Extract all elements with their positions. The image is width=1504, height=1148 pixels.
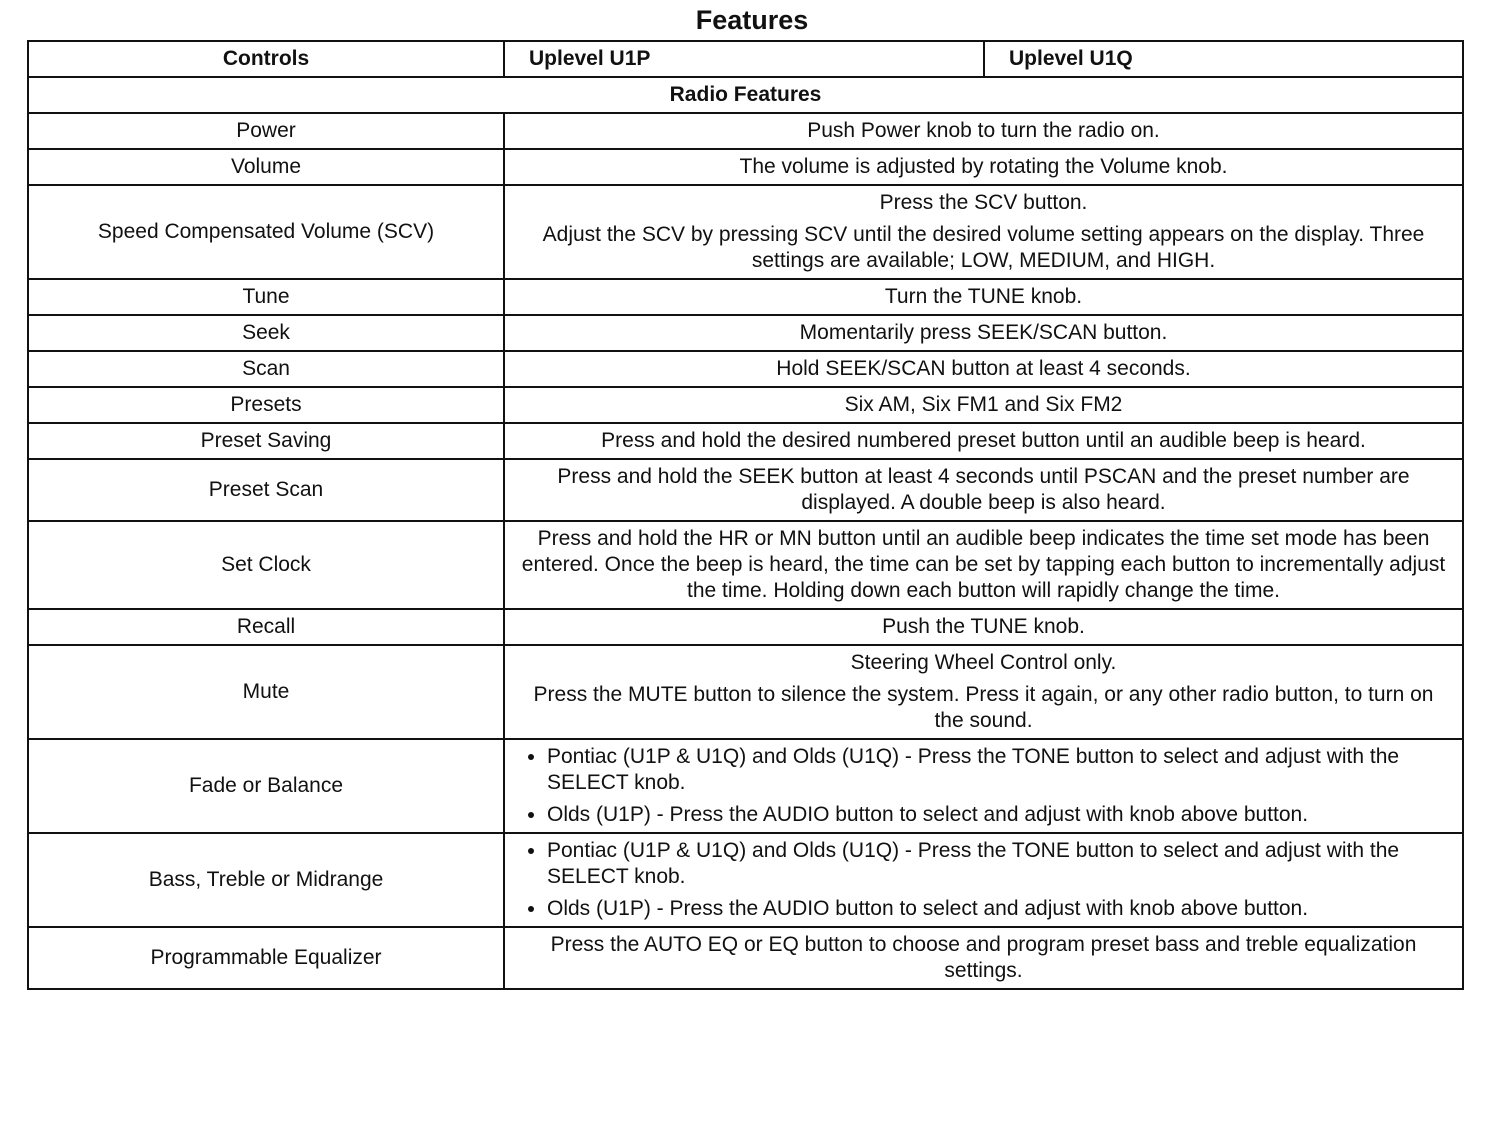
bullet-item: • Pontiac (U1P & U1Q) and Olds (U1Q) - Press the TONE button to select and adjust with the SELECT knob. bbox=[547, 744, 1450, 796]
description-paragraph: Press and hold the HR or MN button until an audible beep indicates the time set mode has been entered. Once the beep is heard, the time can be set by tapping each button to incrementally adjust the time. Holding down each button will rapidly change the time. bbox=[521, 527, 1446, 602]
control-description bbox=[504, 351, 1463, 387]
control-name: Preset Saving bbox=[28, 423, 504, 459]
control-description bbox=[504, 279, 1463, 315]
description-paragraph: Turn the TUNE knob. bbox=[884, 285, 1083, 308]
header-row bbox=[28, 41, 1463, 77]
header-uplevel-u1p: Uplevel U1P bbox=[504, 41, 984, 77]
table-row bbox=[28, 609, 1463, 645]
control-name: Recall bbox=[28, 609, 504, 645]
table-row bbox=[28, 149, 1463, 185]
features-table bbox=[27, 40, 1464, 990]
control-description bbox=[504, 833, 1463, 927]
bullet-item: • Pontiac (U1P & U1Q) and Olds (U1Q) - Press the TONE button to select and adjust with the SELECT knob. bbox=[547, 838, 1450, 890]
description-paragraph: Adjust the SCV by pressing SCV until the desired volume setting appears on the display. Three settings are available; LOW, MEDIUM, and HIGH. bbox=[542, 223, 1425, 272]
control-name: Speed Compensated Volume (SCV) bbox=[28, 185, 504, 279]
control-name: Presets bbox=[28, 387, 504, 423]
table-row bbox=[28, 645, 1463, 739]
control-name: Volume bbox=[28, 149, 504, 185]
section-radio-features: Radio Features bbox=[28, 77, 1463, 113]
description-paragraph: Press and hold the SEEK button at least 4 seconds until PSCAN and the preset number are displayed. A double beep is also heard. bbox=[557, 465, 1410, 514]
control-description bbox=[504, 521, 1463, 609]
section-row bbox=[28, 77, 1463, 113]
bullet-list bbox=[517, 838, 1450, 922]
description-paragraph: Momentarily press SEEK/SCAN button. bbox=[799, 321, 1168, 344]
description-paragraph: The volume is adjusted by rotating the Volume knob. bbox=[739, 155, 1228, 178]
control-name: Programmable Equalizer bbox=[28, 927, 504, 989]
control-name: Fade or Balance bbox=[28, 739, 504, 833]
control-description bbox=[504, 609, 1463, 645]
table-row bbox=[28, 423, 1463, 459]
control-description bbox=[504, 927, 1463, 989]
page-title: Features bbox=[695, 5, 809, 35]
table-row bbox=[28, 387, 1463, 423]
description-paragraph: Press the SCV button. bbox=[879, 191, 1088, 214]
control-description bbox=[504, 739, 1463, 833]
control-description bbox=[504, 113, 1463, 149]
control-name: Tune bbox=[28, 279, 504, 315]
control-name: Bass, Treble or Midrange bbox=[28, 833, 504, 927]
table-row bbox=[28, 113, 1463, 149]
control-description bbox=[504, 315, 1463, 351]
control-name: Set Clock bbox=[28, 521, 504, 609]
control-name: Power bbox=[28, 113, 504, 149]
header-uplevel-u1q: Uplevel U1Q bbox=[984, 41, 1463, 77]
description-paragraph: Press the MUTE button to silence the system. Press it again, or any other radio button, to turn on the sound. bbox=[533, 683, 1434, 732]
description-paragraph: Six AM, Six FM1 and Six FM2 bbox=[844, 393, 1123, 416]
control-description bbox=[504, 645, 1463, 739]
table-row bbox=[28, 315, 1463, 351]
table-row bbox=[28, 739, 1463, 833]
control-description bbox=[504, 185, 1463, 279]
control-description bbox=[504, 387, 1463, 423]
control-name: Preset Scan bbox=[28, 459, 504, 521]
description-paragraph: Hold SEEK/SCAN button at least 4 seconds. bbox=[776, 357, 1191, 380]
control-description bbox=[504, 423, 1463, 459]
control-name: Mute bbox=[28, 645, 504, 739]
control-name: Scan bbox=[28, 351, 504, 387]
description-paragraph: Press and hold the desired numbered preset button until an audible beep is heard. bbox=[601, 429, 1366, 452]
description-paragraph: Push Power knob to turn the radio on. bbox=[807, 119, 1160, 142]
table-row bbox=[28, 279, 1463, 315]
control-description bbox=[504, 459, 1463, 521]
description-paragraph: Push the TUNE knob. bbox=[882, 615, 1085, 638]
table-row bbox=[28, 185, 1463, 279]
table-row bbox=[28, 927, 1463, 989]
bullet-item: • Olds (U1P) - Press the AUDIO button to select and adjust with knob above button. bbox=[547, 802, 1450, 828]
header-controls: Controls bbox=[28, 41, 504, 77]
bullet-item: • Olds (U1P) - Press the AUDIO button to select and adjust with knob above button. bbox=[547, 896, 1450, 922]
table-row bbox=[28, 833, 1463, 927]
table-row bbox=[28, 521, 1463, 609]
description-paragraph: Press the AUTO EQ or EQ button to choose and program preset bass and treble equalization settings. bbox=[550, 933, 1417, 982]
bullet-list bbox=[517, 744, 1450, 828]
table-row bbox=[28, 351, 1463, 387]
control-name: Seek bbox=[28, 315, 504, 351]
control-description bbox=[504, 149, 1463, 185]
table-row bbox=[28, 459, 1463, 521]
description-paragraph: Steering Wheel Control only. bbox=[850, 651, 1117, 674]
